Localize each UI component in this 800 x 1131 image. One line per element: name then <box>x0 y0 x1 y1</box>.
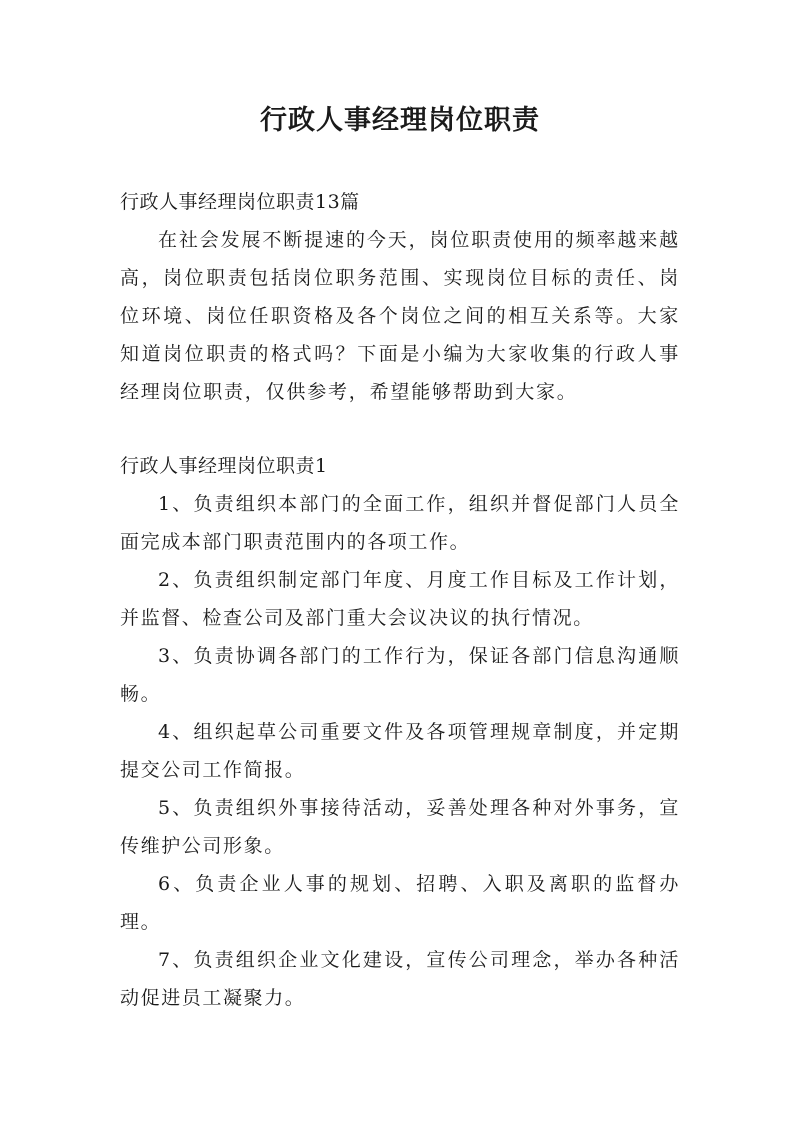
list-item: 6、负责企业人事的规划、招聘、入职及离职的监督办理。 <box>120 873 680 933</box>
page-title: 行政人事经理岗位职责 <box>260 105 540 136</box>
list-item: 1、负责组织本部门的全面工作，组织并督促部门人员全面完成本部门职责范围内的各项工作。 <box>120 493 680 553</box>
list-item: 2、负责组织制定部门年度、月度工作目标及工作计划，并监督、检查公司及部门重大会议决议的执行情况。 <box>120 569 680 629</box>
document-subtitle: 行政人事经理岗位职责13篇 <box>120 191 360 213</box>
section-heading: 行政人事经理岗位职责1 <box>120 455 328 477</box>
list-item: 7、负责组织企业文化建设，宣传公司理念，举办各种活动促进员工凝聚力。 <box>120 949 680 1009</box>
list-item: 5、负责组织外事接待活动，妥善处理各种对外事务，宣传维护公司形象。 <box>120 797 680 857</box>
intro-paragraph: 在社会发展不断提速的今天，岗位职责使用的频率越来越高，岗位职责包括岗位职务范围、实现岗位目标的责任、岗位环境、岗位任职资格及各个岗位之间的相互关系等。大家知道岗位职责的格式吗？下面是小编为大家收集的行政人事经理岗位职责，仅供参考，希望能够帮助到大家。 <box>120 229 680 403</box>
list-item: 3、负责协调各部门的工作行为，保证各部门信息沟通顺畅。 <box>120 645 680 705</box>
list-item: 4、组织起草公司重要文件及各项管理规章制度，并定期提交公司工作简报。 <box>120 721 680 781</box>
